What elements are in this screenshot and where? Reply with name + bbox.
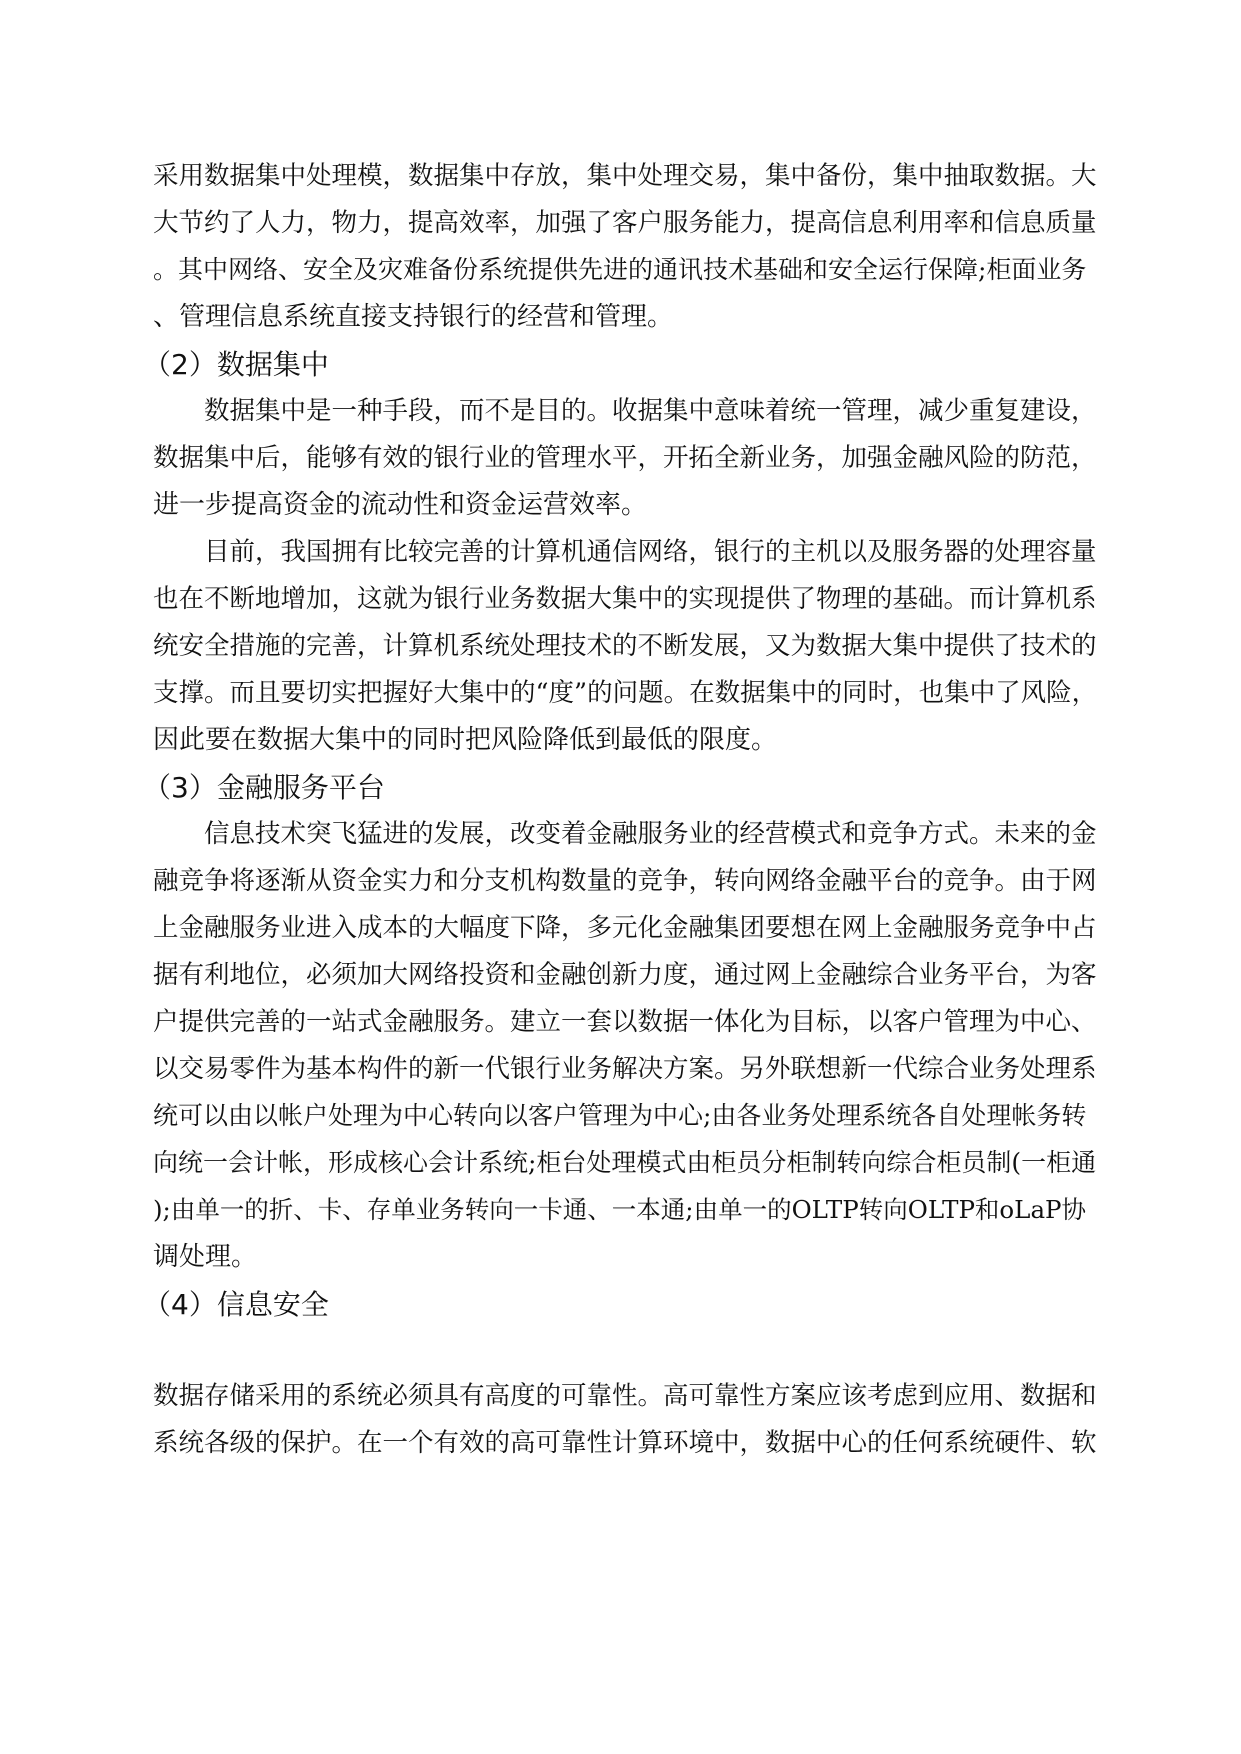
section-heading: （3）金融服务平台 — [143, 771, 385, 804]
paragraph-line: 因此要在数据大集中的同时把风险降低到最低的限度。 — [153, 725, 778, 755]
paragraph-line: 、管理信息系统直接支持银行的经营和管理。 — [153, 302, 674, 332]
paragraph-line: 信息技术突飞猛进的发展，改变着金融服务业的经营模式和竞争方式。未来的金 — [153, 819, 1097, 849]
paragraph-line: 目前，我国拥有比较完善的计算机通信网络，银行的主机以及服务器的处理容量 — [153, 537, 1097, 567]
paragraph-line: 采用数据集中处理模，数据集中存放，集中处理交易，集中备份，集中抽取数据。大 — [153, 161, 1097, 191]
paragraph-line: 。其中网络、安全及灾难备份系统提供先进的通讯技术基础和安全运行保障;柜面业务 — [153, 255, 1087, 284]
paragraph-line: 数据存储采用的系统必须具有高度的可靠性。高可靠性方案应该考虑到应用、数据和 — [153, 1381, 1097, 1411]
paragraph-line: 数据集中后，能够有效的银行业的管理水平，开拓全新业务，加强金融风险的防范， — [153, 443, 1097, 473]
paragraph-line: 数据集中是一种手段，而不是目的。收据集中意味着统一管理，减少重复建设， — [153, 396, 1097, 426]
paragraph-line: 融竞争将逐渐从资金实力和分支机构数量的竞争，转向网络金融平台的竞争。由于网 — [153, 866, 1097, 896]
section-heading: （2）数据集中 — [143, 348, 329, 381]
paragraph-line: 统安全措施的完善，计算机系统处理技术的不断发展，又为数据大集中提供了技术的 — [153, 631, 1097, 661]
paragraph-line: );由单一的折、卡、存单业务转向一卡通、一本通;由单一的OLTP转向OLTP和oLaP协 — [153, 1195, 1087, 1224]
paragraph-line: 据有利地位，必须加大网络投资和金融创新力度，通过网上金融综合业务平台，为客 — [153, 960, 1097, 990]
paragraph-line: 调处理。 — [153, 1242, 258, 1272]
paragraph-line: 也在不断地增加，这就为银行业务数据大集中的实现提供了物理的基础。而计算机系 — [153, 584, 1097, 614]
paragraph-line: 支撑。而且要切实把握好大集中的“度”的问题。在数据集中的同时，也集中了风险， — [153, 678, 1098, 708]
paragraph-line: 大节约了人力，物力，提高效率，加强了客户服务能力，提高信息利用率和信息质量 — [153, 208, 1097, 238]
paragraph-line: 统可以由以帐户处理为中心转向以客户管理为中心;由各业务处理系统各自处理帐务转 — [153, 1101, 1087, 1130]
paragraph-line: 以交易零件为基本构件的新一代银行业务解决方案。另外联想新一代综合业务处理系 — [153, 1054, 1097, 1084]
paragraph-line: 系统各级的保护。在一个有效的高可靠性计算环境中，数据中心的任何系统硬件、软 — [153, 1428, 1097, 1458]
paragraph-line: 进一步提高资金的流动性和资金运营效率。 — [153, 490, 648, 520]
paragraph-line: 上金融服务业进入成本的大幅度下降，多元化金融集团要想在网上金融服务竞争中占 — [153, 913, 1097, 943]
paragraph-line: 向统一会计帐，形成核心会计系统;柜台处理模式由柜员分柜制转向综合柜员制(一柜通 — [153, 1148, 1097, 1177]
paragraph-line: 户提供完善的一站式金融服务。建立一套以数据一体化为目标，以客户管理为中心、 — [153, 1007, 1097, 1037]
section-heading: （4）信息安全 — [143, 1288, 329, 1321]
